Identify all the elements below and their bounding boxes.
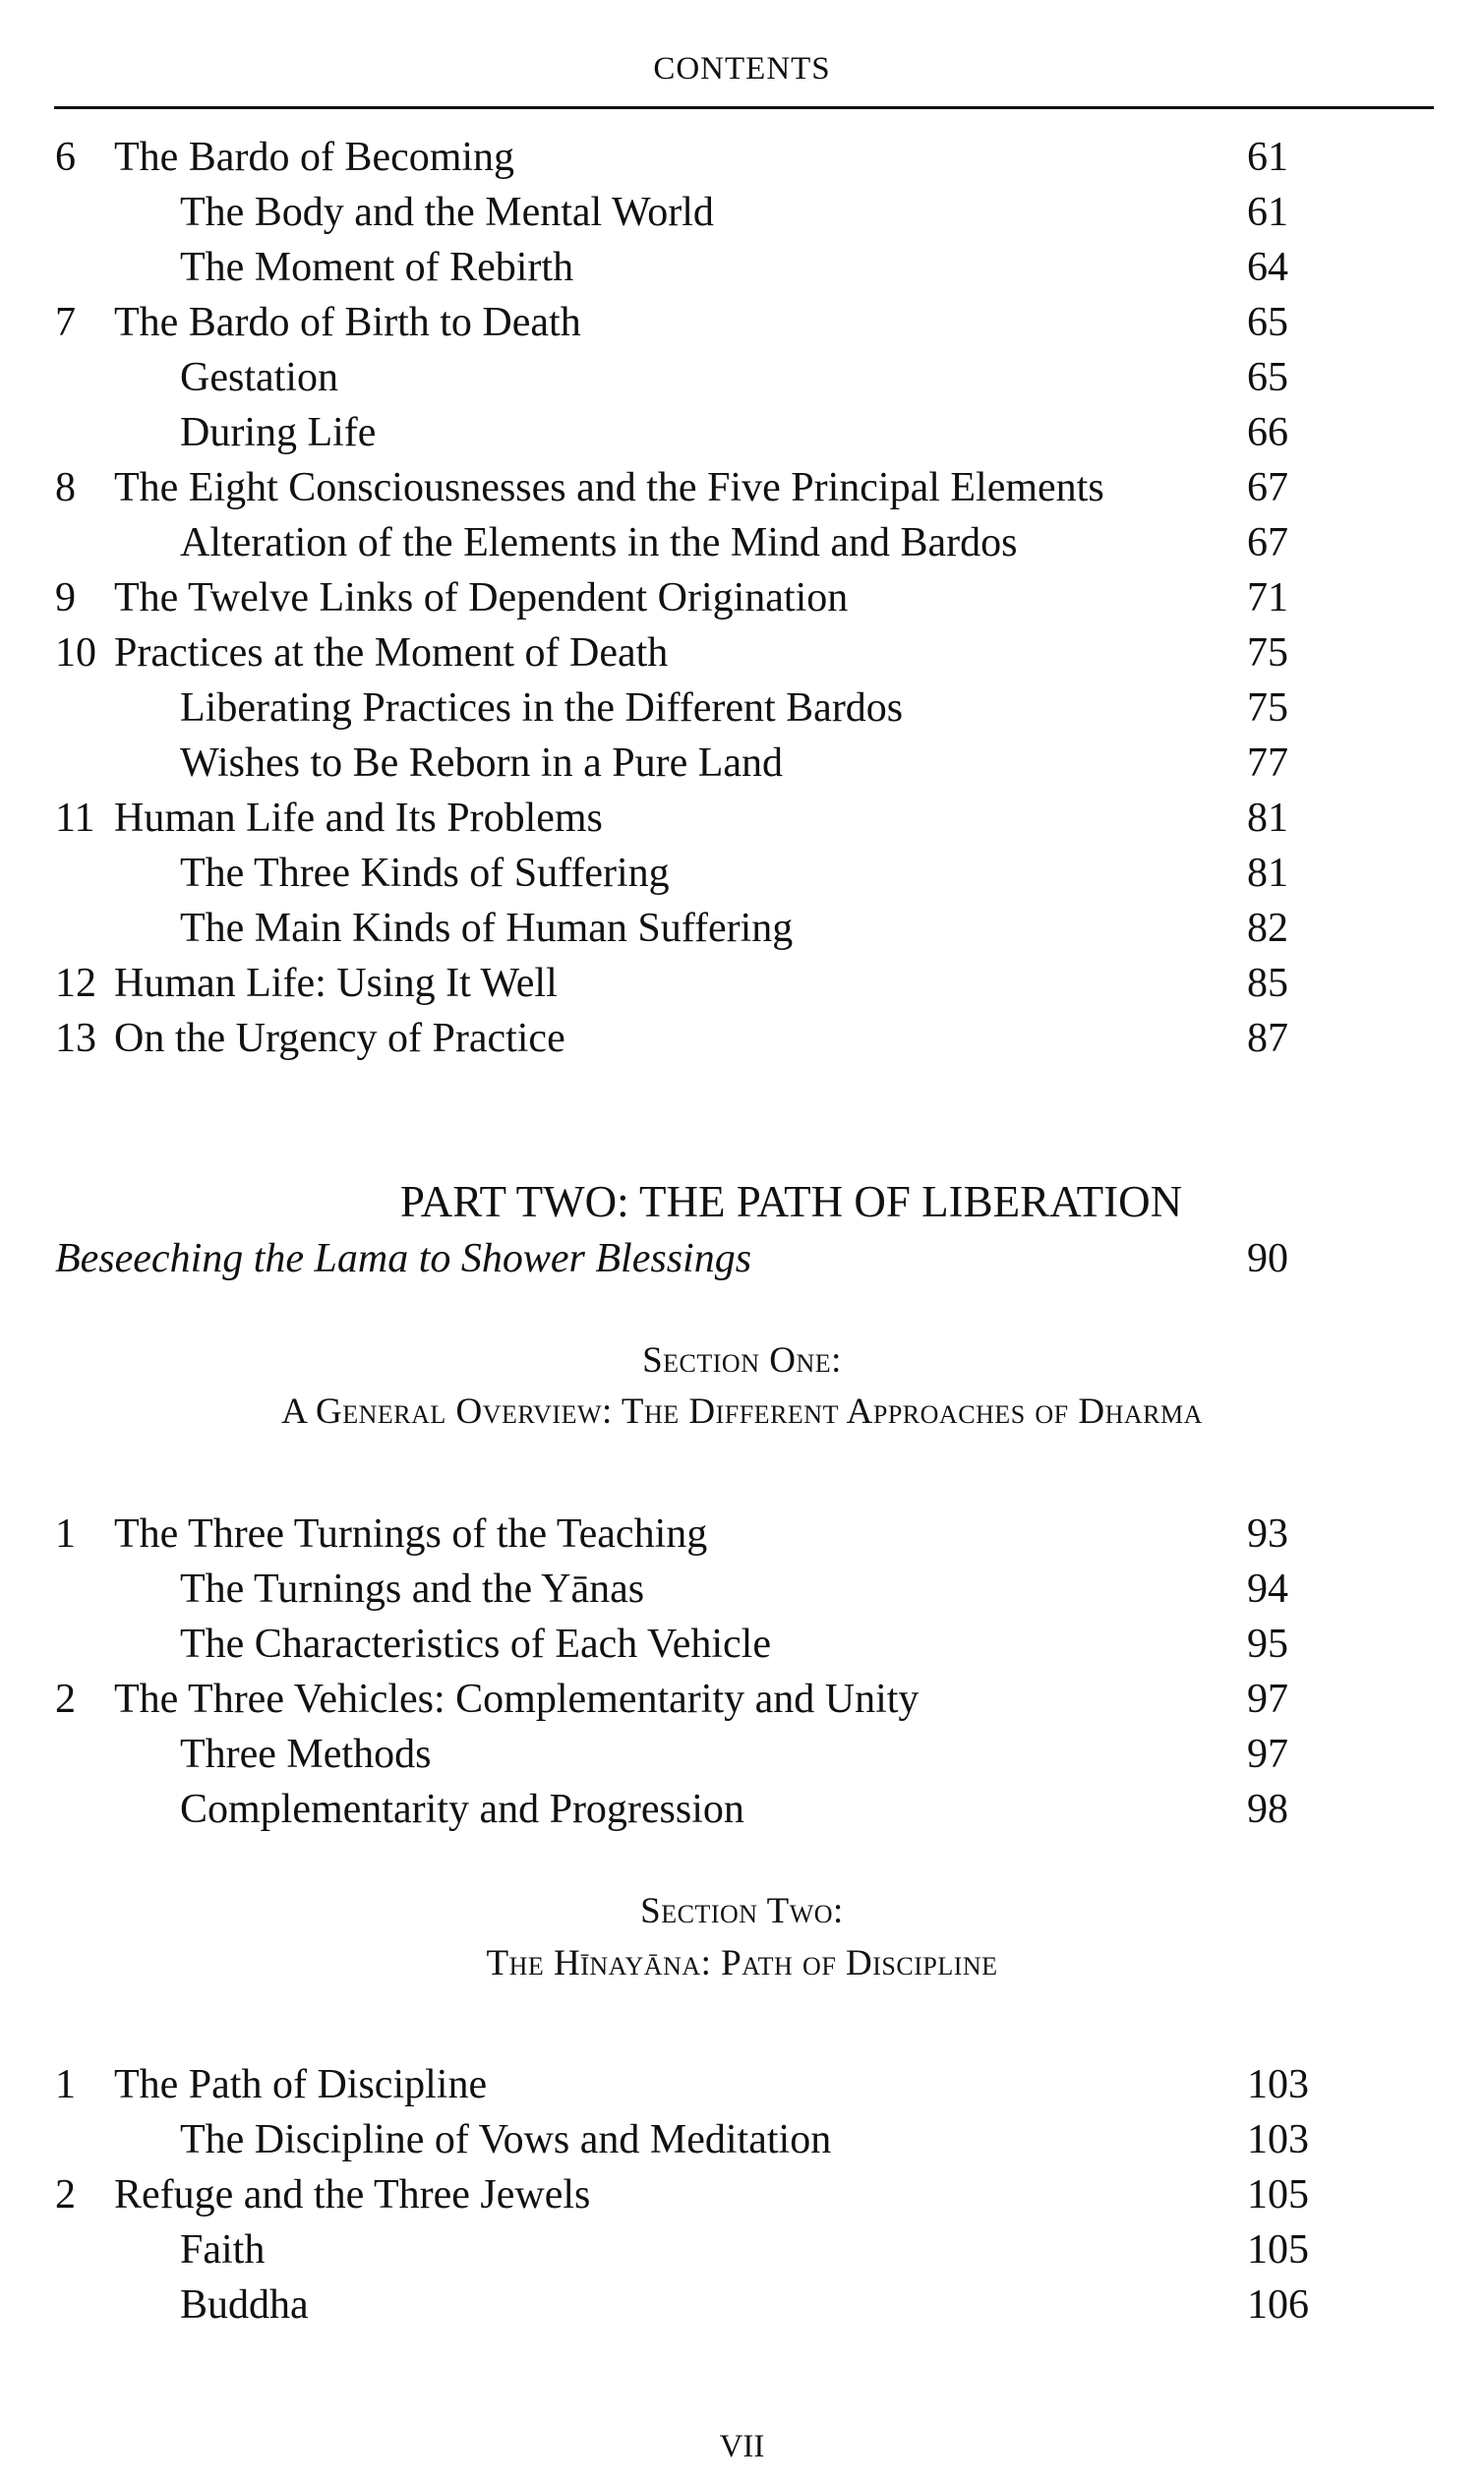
toc-subentry — [0, 185, 1484, 240]
toc-entry-page: 97 — [1247, 1732, 1288, 1777]
toc-entry — [0, 625, 1484, 680]
toc-subentry — [0, 1617, 1484, 1672]
toc-entry-title: The Moment of Rebirth — [180, 245, 574, 290]
toc-entry-title: Practices at the Moment of Death — [114, 630, 669, 676]
toc-entry-page: 93 — [1247, 1511, 1288, 1557]
toc-entry-title: On the Urgency of Practice — [114, 1016, 565, 1061]
toc-entry — [0, 570, 1484, 625]
toc-entry-title: Liberating Practices in the Different Bardos — [180, 685, 904, 731]
section-label: Section Two: — [640, 1891, 844, 1931]
toc-entry-page: 66 — [1247, 410, 1288, 455]
toc-entry-page: 90 — [1247, 1236, 1288, 1281]
toc-entry-title: Refuge and the Three Jewels — [114, 2172, 591, 2218]
toc-entry-number: 6 — [55, 135, 76, 180]
toc-subentry — [0, 240, 1484, 295]
toc-entry-number: 13 — [55, 1016, 96, 1061]
toc-entry-page: 75 — [1247, 685, 1288, 731]
toc-entry-page: 103 — [1247, 2062, 1309, 2107]
toc-entry — [0, 2057, 1484, 2112]
toc-entry — [0, 1011, 1484, 1066]
toc-entry-title: Buddha — [180, 2282, 309, 2328]
toc-entry-number: 2 — [55, 1677, 76, 1722]
toc-entry-page: 67 — [1247, 520, 1288, 565]
toc-entry-number: 11 — [55, 796, 95, 841]
toc-entry-page: 94 — [1247, 1567, 1288, 1612]
toc-entry-page: 82 — [1247, 906, 1288, 951]
toc-entry-page: 67 — [1247, 465, 1288, 510]
page-number: VII — [719, 2429, 765, 2464]
toc-entry-page: 97 — [1247, 1677, 1288, 1722]
section-subtitle: The Hīnayāna: Path of Discipline — [486, 1943, 998, 1983]
toc-entry-title: During Life — [180, 410, 377, 455]
toc-entry-page: 64 — [1247, 245, 1288, 290]
toc-entry — [0, 460, 1484, 515]
toc-subentry — [0, 1782, 1484, 1837]
toc-entry-title: Faith — [180, 2227, 266, 2273]
toc-subentry — [0, 2112, 1484, 2167]
toc-entry — [0, 956, 1484, 1011]
toc-entry — [0, 130, 1484, 185]
toc-subentry — [0, 846, 1484, 901]
toc-entry-number: 10 — [55, 630, 96, 676]
toc-entry-page: 61 — [1247, 135, 1288, 180]
section-label: Section One: — [642, 1340, 842, 1381]
toc-subentry — [0, 2222, 1484, 2277]
toc-entry-title: The Three Kinds of Suffering — [180, 851, 670, 896]
toc-entry-title: Complementarity and Progression — [180, 1787, 744, 1832]
toc-subentry — [0, 2277, 1484, 2333]
running-head: CONTENTS — [653, 51, 831, 87]
toc-entry — [0, 2167, 1484, 2222]
toc-entry-number: 1 — [55, 1511, 76, 1557]
toc-entry-title: Wishes to Be Reborn in a Pure Land — [180, 740, 784, 786]
toc-entry-title: Human Life: Using It Well — [114, 961, 558, 1006]
toc-entry-title: The Characteristics of Each Vehicle — [180, 1622, 771, 1667]
toc-entry-title: The Bardo of Becoming — [114, 135, 515, 180]
toc-entry — [0, 1672, 1484, 1727]
toc-entry-page: 87 — [1247, 1016, 1288, 1061]
toc-entry — [0, 295, 1484, 350]
section-subtitle: A General Overview: The Different Approaches of Dharma — [281, 1391, 1203, 1432]
toc-entry-page: 106 — [1247, 2282, 1309, 2328]
toc-entry-title: The Twelve Links of Dependent Origination — [114, 575, 849, 621]
toc-entry-title: The Three Vehicles: Complementarity and Unity — [114, 1677, 920, 1722]
toc-subentry — [0, 1562, 1484, 1617]
toc-entry-title: The Three Turnings of the Teaching — [114, 1511, 708, 1557]
toc-entry-number: 7 — [55, 300, 76, 345]
toc-entry-title: Beseeching the Lama to Shower Blessings — [55, 1236, 752, 1281]
toc-entry-title: The Discipline of Vows and Meditation — [180, 2117, 832, 2162]
toc-entry-intro — [0, 1231, 1484, 1286]
toc-entry-page: 61 — [1247, 190, 1288, 235]
toc-entry-page: 95 — [1247, 1622, 1288, 1667]
toc-entry-number: 2 — [55, 2172, 76, 2218]
toc-entry — [0, 1507, 1484, 1562]
toc-subentry — [0, 515, 1484, 570]
toc-subentry — [0, 350, 1484, 405]
toc-entry-page: 65 — [1247, 300, 1288, 345]
toc-entry-number: 8 — [55, 465, 76, 510]
part-heading: PART TWO: THE PATH OF LIBERATION — [399, 1177, 1183, 1226]
toc-entry — [0, 791, 1484, 846]
toc-subentry — [0, 1727, 1484, 1782]
header-rule — [54, 106, 1434, 109]
toc-entry-page: 103 — [1247, 2117, 1309, 2162]
toc-entry-page: 77 — [1247, 740, 1288, 786]
toc-entry-page: 98 — [1247, 1787, 1288, 1832]
toc-entry-title: Human Life and Its Problems — [114, 796, 603, 841]
toc-subentry — [0, 736, 1484, 791]
toc-entry-page: 71 — [1247, 575, 1288, 621]
toc-entry-number: 1 — [55, 2062, 76, 2107]
toc-entry-page: 81 — [1247, 796, 1288, 841]
toc-entry-number: 12 — [55, 961, 96, 1006]
toc-entry-page: 105 — [1247, 2227, 1309, 2273]
toc-entry-page: 105 — [1247, 2172, 1309, 2218]
toc-entry-title: The Body and the Mental World — [180, 190, 714, 235]
toc-entry-title: Three Methods — [180, 1732, 432, 1777]
toc-entry-page: 81 — [1247, 851, 1288, 896]
toc-entry-title: The Path of Discipline — [114, 2062, 488, 2107]
toc-entry-number: 9 — [55, 575, 76, 621]
toc-entry-page: 85 — [1247, 961, 1288, 1006]
toc-subentry — [0, 680, 1484, 736]
toc-entry-title: The Main Kinds of Human Suffering — [180, 906, 794, 951]
toc-entry-title: The Turnings and the Yānas — [180, 1567, 645, 1612]
toc-subentry — [0, 901, 1484, 956]
toc-entry-page: 65 — [1247, 355, 1288, 400]
toc-subentry — [0, 405, 1484, 460]
toc-entry-title: Gestation — [180, 355, 338, 400]
toc-entry-title: The Eight Consciousnesses and the Five Principal Elements — [114, 465, 1104, 510]
toc-entry-title: Alteration of the Elements in the Mind and Bardos — [180, 520, 1018, 565]
toc-entry-title: The Bardo of Birth to Death — [114, 300, 581, 345]
toc-entry-page: 75 — [1247, 630, 1288, 676]
